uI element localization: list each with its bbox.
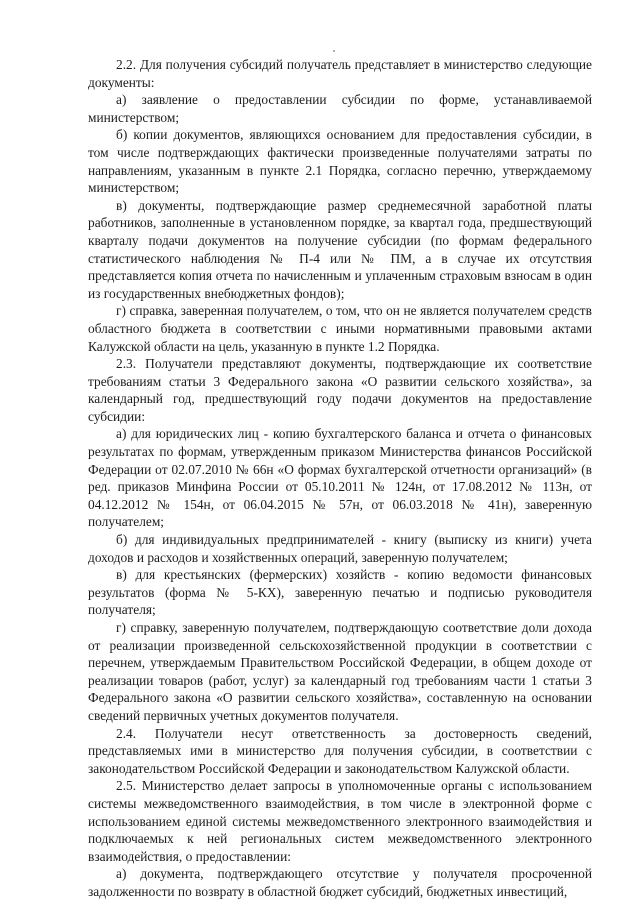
paragraph-2-3-v: в) для крестьянских (фермерских) хозяйств - копию ведомости финансовых результатов (форма № 5-КХ), заверенную печатью и подписью руководителя получателя;	[88, 567, 592, 618]
paragraph-2-2-b: б) копии документов, являющихся основанием для предоставления субсидии, в том числе подтверждающих фактически произведенные получателями затраты по направлениям, указанным в пункте 2.1 Порядка, согласно перечню, утверждаемому министерством;	[88, 127, 592, 196]
paragraph-2-5: 2.5. Министерство делает запросы в уполномоченные органы с использованием системы межведомственного взаимодействия, в том числе в электронной форме с использованием единой системы межведомственного электронного взаимодействия и подключаемых к ней региональных систем межведомственного электронного взаимодействия, о предоставлении:	[88, 778, 592, 864]
paragraph-2-3: 2.3. Получатели представляют документы, подтверждающие их соответствие требованиям статьи 3 Федерального закона «О развитии сельского хозяйства», за календарный год, предшествующий году подачи документов на предоставление субсидии:	[88, 356, 592, 424]
paragraph-2-3-g: г) справку, заверенную получателем, подтверждающую соответствие доли дохода от реализации произведенной сельскохозяйственной продукции в соответствии с перечнем, утверждаемым Правительством Российской Федерации, в общем доходе от реализации товаров (работ, услуг) за календарный год требованиям части 1 статьи 3 Федерального закона «О развитии сельского хозяйства», составленную на основании сведений первичных учетных документов получателя.	[88, 620, 592, 723]
scan-speck	[333, 50, 335, 52]
paragraph-2-2-a: а) заявление о предоставлении субсидии по форме, устанавливаемой министерством;	[88, 92, 592, 125]
paragraph-2-5-a: а) документа, подтверждающего отсутствие у получателя просроченной задолженности по возврату в областной бюджет субсидий, бюджетных инвестиций,	[88, 866, 592, 899]
paragraph-2-4: 2.4. Получатели несут ответственность за достоверность сведений, представляемых ими в министерство для получения субсидии, в соответствии с законодательством Российской Федерации и законодательством Калужской области.	[88, 725, 592, 776]
paragraph-2-3-b: б) для индивидуальных предпринимателей - книгу (выписку из книги) учета доходов и расходов и хозяйственных операций, заверенную получателем;	[88, 532, 592, 565]
paragraph-2-2-g: г) справка, заверенная получателем, о том, что он не является получателем средств областного бюджета в соответствии с иными нормативными правовыми актами Калужской области на цель, указанную в пункте 1.2 Порядка.	[88, 303, 592, 354]
paragraph-2-3-a: а) для юридических лиц - копию бухгалтерского баланса и отчета о финансовых результатах по формам, утвержденным приказом Министерства финансов Российской Федерации от 02.07.2010 № 66н «О формах бухгалтерской отчетности организаций» (в ред. приказов Минфина России от 05.10.2011 № 124н, от 17.08.2012 № 113н, от 04.12.2012 № 154н, от 06.04.2015 № 57н, от 06.03.2018 № 41н), заверенную получателем;	[88, 426, 592, 530]
paragraph-2-2-v: в) документы, подтверждающие размер среднемесячной заработной платы работников, заполненные в установленном порядке, за квартал года, предшествующий кварталу подачи документов на получение субсидии (по формам федерального статистического наблюдения № П-4 или № ПМ, а в случае их отсутствия представляется копия отчета по начисленным и уплаченным страховым взносам в один из государственных внебюджетных фондов);	[88, 197, 592, 301]
paragraph-2-2: 2.2. Для получения субсидий получатель представляет в министерство следующие документы:	[88, 57, 592, 90]
